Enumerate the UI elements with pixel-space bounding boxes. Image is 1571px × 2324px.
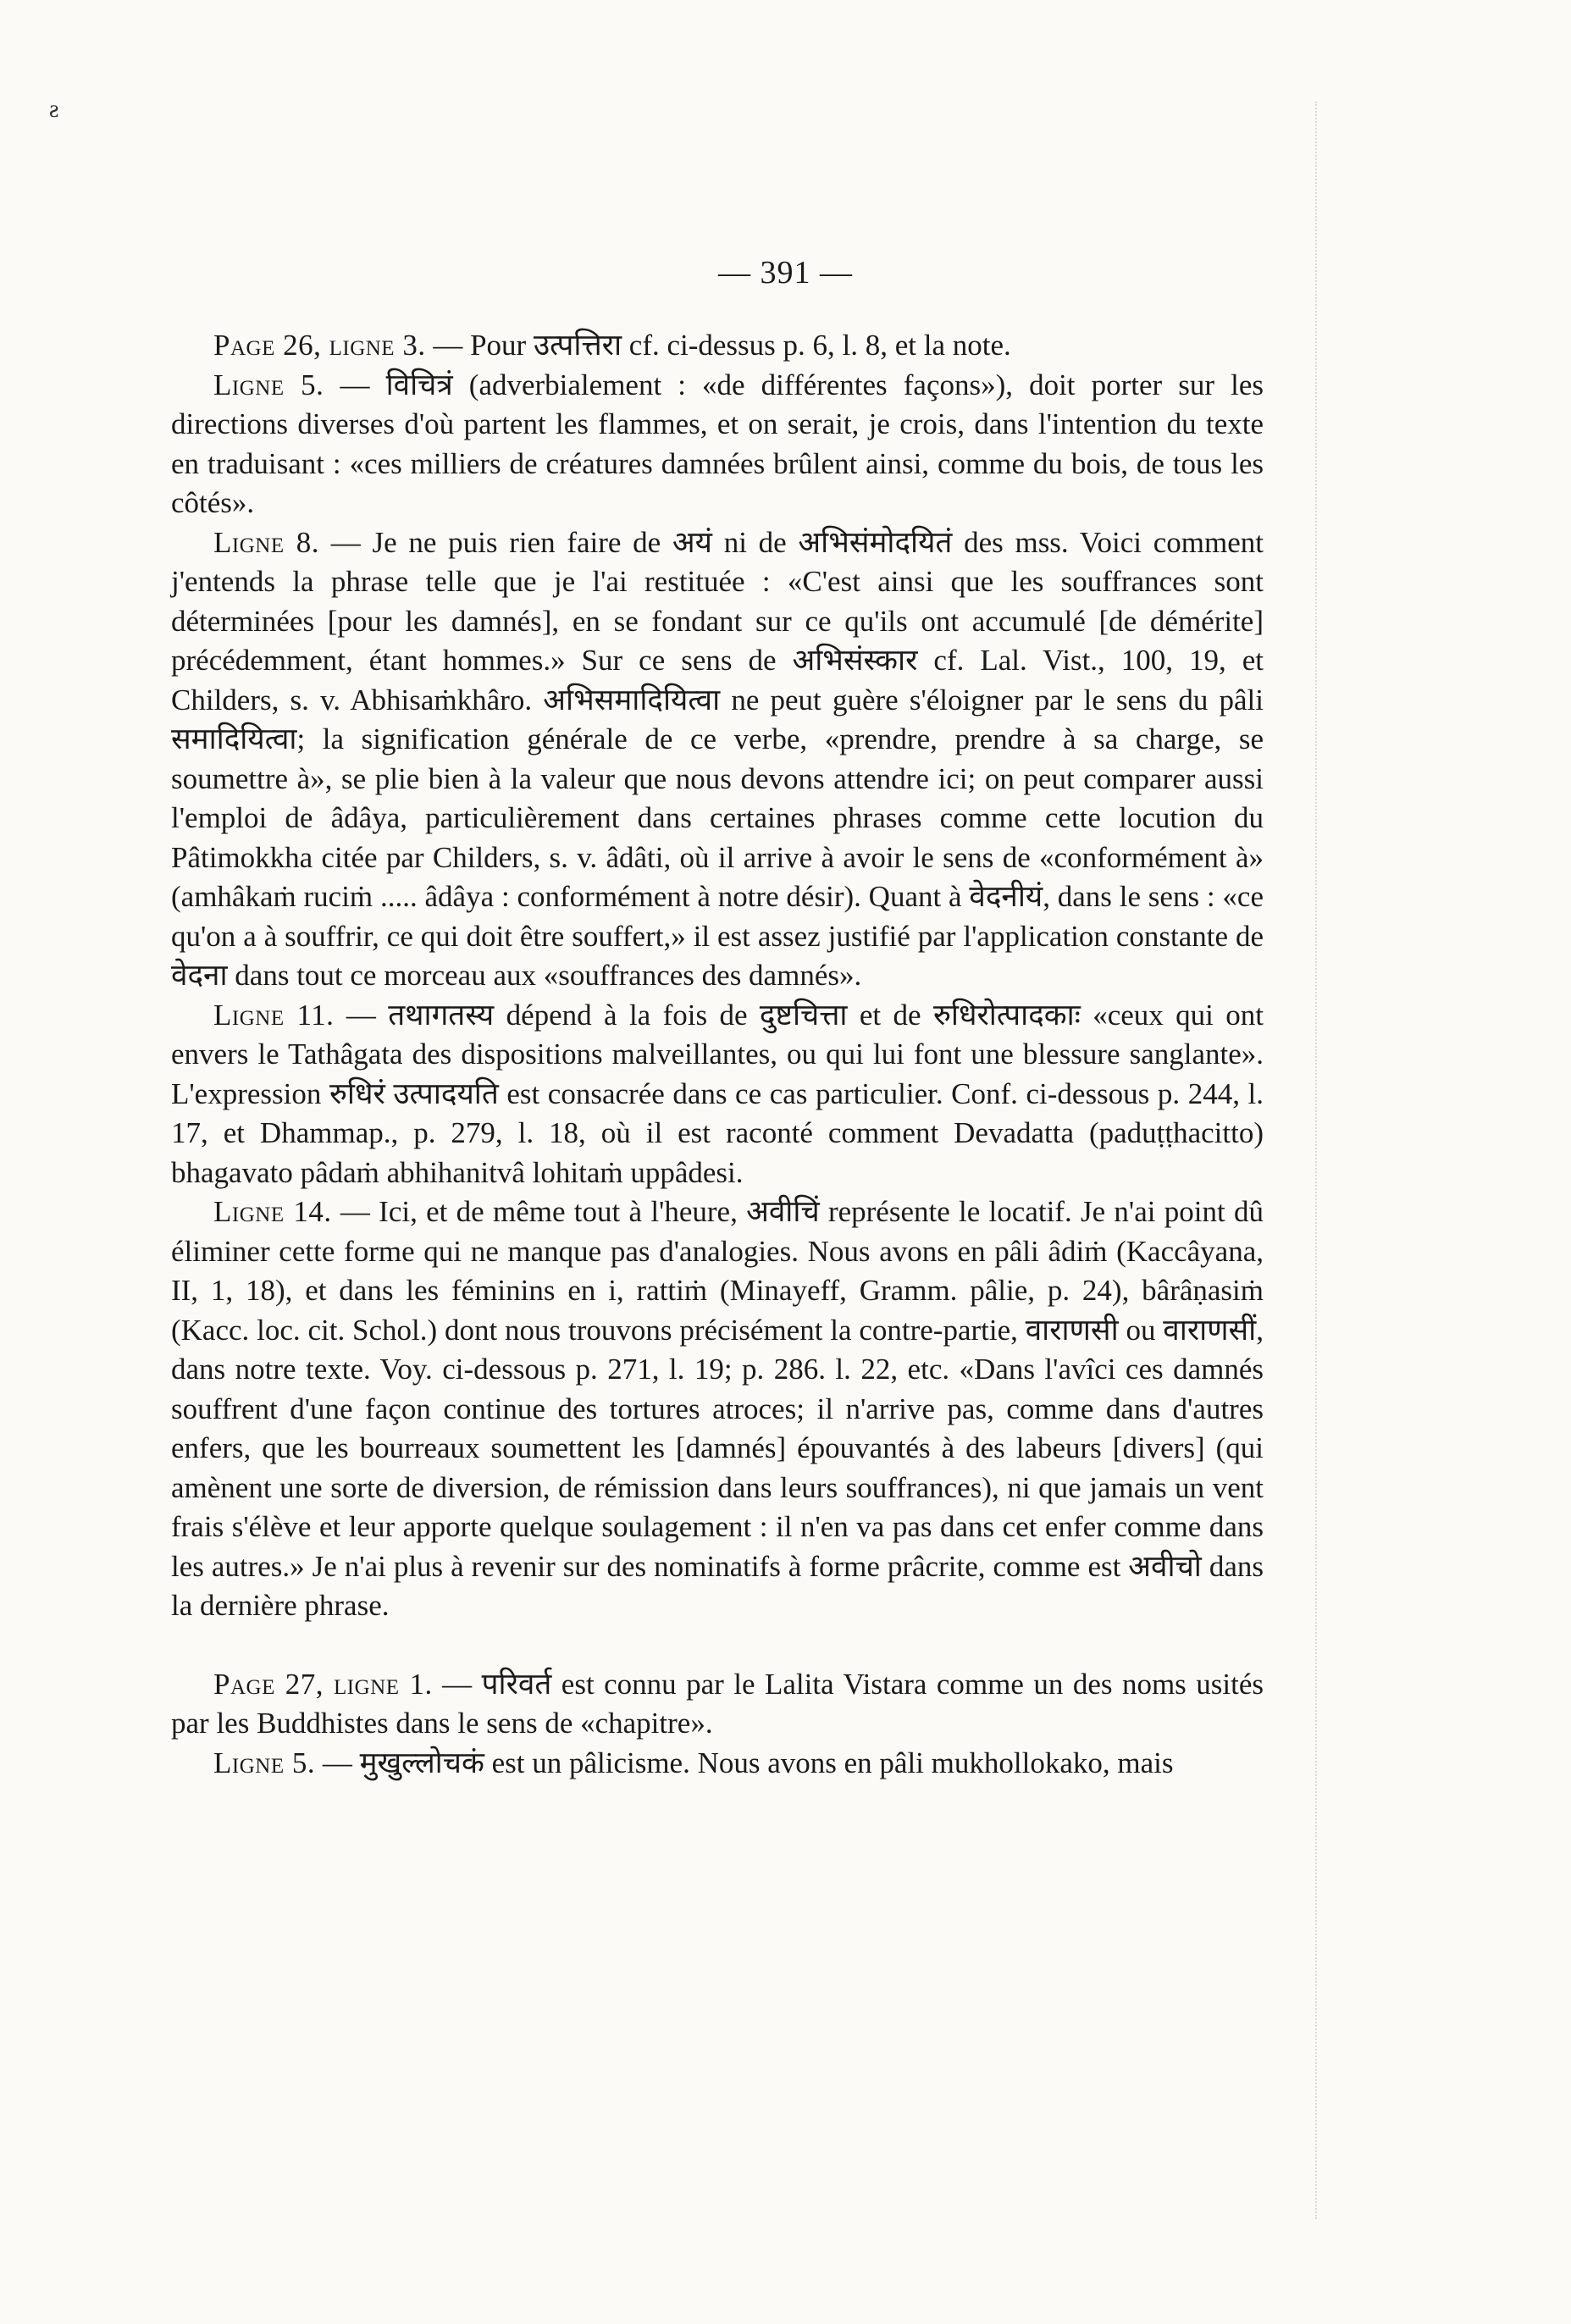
page-edge-shadow — [1314, 102, 1317, 2219]
note-label: Page 26, ligne 3. — [213, 329, 426, 362]
note-paragraph — [171, 1665, 1264, 1744]
stray-mark: ƨ — [49, 95, 59, 123]
note-paragraph — [171, 1192, 1264, 1626]
note-label: Page 27, ligne 1. — [213, 1667, 433, 1701]
note-text: — विचित्रं (adverbialement : «de différentes façons»), doit porter sur les directions diverses d'où partent les flammes, et on serait, je crois, dans l'intention du texte en traduisant : «ces milliers de créatures damnées brûlent ainsi, comme du bois, de tous les côtés». — [171, 368, 1264, 519]
note-text: — मुखुल्लोचकं est un pâlicisme. Nous avons en pâli mukhollokako, mais — [315, 1746, 1174, 1779]
note-text: — परिवर्त est connu par le Lalita Vistara comme un des noms usités par les Buddhistes dans le sens de «chapitre». — [171, 1667, 1264, 1740]
note-label: Ligne 14. — [213, 1195, 332, 1228]
note-paragraph — [171, 326, 1264, 366]
page-number: — 391 — — [718, 255, 853, 290]
note-text: — तथागतस्य dépend à la fois de दुष्टचित्ता et de रुधिरोत्पादकाः «ceux qui ont envers le Tathâgata des dispositions malveillantes, ou qui lui font une blessure sanglante». L'expression रुधिरं उत्पादयति est consacrée dans ce cas particulier. Conf. ci-dessous p. 244, l. 17, et Dhammap., p. 279, l. 18, où il est raconté comment Devadatta (paduṭṭhacitto) bhagavato pâdaṁ abhihanitvâ lohitaṁ uppâdesi. — [171, 998, 1264, 1189]
note-label: Ligne 11. — [213, 998, 335, 1032]
note-text: — Je ne puis rien faire de अयं ni de अभिसंमोदयितं des mss. Voici comment j'entends la phrase telle que je l'ai restituée : «C'est ainsi que les souffrances sont déterminées [pour les damnés], en se fondant sur ce qu'ils ont accumulé [de démérite] précédemment, étant hommes.» Sur ce sens de अभिसंस्कार cf. Lal. Vist., 100, 19, et Childers, s. v. Abhisaṁkhâro. अभिसमादियित्वा ne peut guère s'éloigner par le sens du pâli समादियित्वा; la signification générale de ce verbe, «prendre, prendre à sa charge, se soumettre à», se plie bien à la valeur que nous devons attendre ici; on peut comparer aussi l'emploi de âdâya, particulièrement dans certaines phrases comme cette locution du Pâtimokkha citée par Childers, s. v. âdâti, où il arrive à avoir le sens de «conformément à» (amhâkaṁ ruciṁ ..... âdâya : conformément à notre désir). Quant à वेदनीयं, dans le sens : «ce qu'on a à souffrir, ce qui doit être souffert,» il est assez justifié par l'application constante de वेदना dans tout ce morceau aux «souffrances des damnés». — [171, 525, 1264, 992]
note-text: — Pour उत्पत्तिरा cf. ci-dessus p. 6, l. 8, et la note. — [425, 329, 1011, 362]
note-text: — Ici, et de même tout à l'heure, अवीचिं représente le locatif. Je n'ai point dû éliminer cette forme qui ne manque pas d'analogies. Nous avons en pâli âdiṁ (Kaccâyana, II, 1, 18), et dans les féminins en i, rattiṁ (Minayeff, Gramm. pâlie, p. 24), bârâṇasiṁ (Kacc. loc. cit. Schol.) dont nous trouvons précisément la contre-partie, वाराणसी ou वाराणसीं, dans notre texte. Voy. ci-dessous p. 271, l. 19; p. 286. l. 22, etc. «Dans l'avîci ces damnés souffrent d'une façon continue des tortures atroces; il n'arrive pas, comme dans d'autres enfers, que les bourreaux soumettent les [damnés] épouvantés à des labeurs [divers] (qui amènent une sorte de diversion, de rémission dans leurs souffrances), ni que jamais un vent frais s'élève et leur apporte quelque soulagement : il n'en va pas dans cet enfer comme dans les autres.» Je n'ai plus à revenir sur des nominatifs à forme prâcrite, comme est अवीचो dans la dernière phrase. — [171, 1195, 1264, 1622]
note-label: Ligne 5. — [213, 1746, 316, 1779]
note-label: Ligne 5. — [213, 368, 324, 401]
note-paragraph — [171, 1744, 1264, 1784]
notes-text-block — [171, 326, 1264, 1783]
note-paragraph — [171, 996, 1264, 1193]
note-label: Ligne 8. — [213, 525, 320, 559]
note-paragraph — [171, 523, 1264, 996]
note-paragraph — [171, 366, 1264, 523]
